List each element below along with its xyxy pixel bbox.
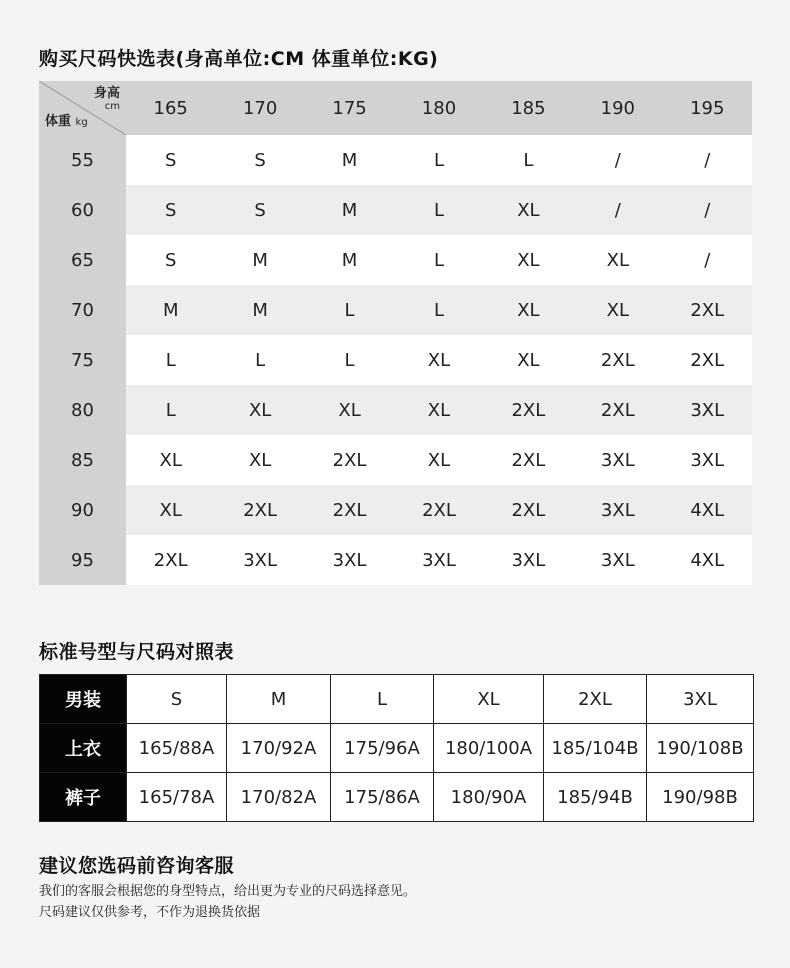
height-header: 170 (215, 81, 304, 135)
weight-cell: 65 (39, 235, 126, 285)
size-cell: XL (394, 385, 483, 435)
table-row (39, 335, 752, 385)
weight-cell: 75 (39, 335, 126, 385)
weight-label: 体重 (45, 114, 72, 129)
table-row (39, 235, 752, 285)
size-cell: 2XL (305, 485, 394, 535)
size-cell: 2XL (573, 335, 662, 385)
size-cell: / (663, 235, 752, 285)
height-unit: cm (104, 101, 120, 112)
size-cell: M (305, 185, 394, 235)
height-header: 180 (394, 81, 483, 135)
height-header-row (39, 81, 752, 135)
size-cell: 3XL (573, 435, 662, 485)
size-cell: XL (484, 285, 573, 335)
reference-cell: 170/82A (227, 773, 331, 822)
size-reference-chart (39, 674, 754, 822)
size-cell: S (126, 135, 215, 185)
reference-chart-title: 标准号型与尺码对照表 (39, 641, 235, 663)
reference-cell: XL (434, 675, 544, 724)
size-cell: L (394, 285, 483, 335)
table-row (40, 675, 754, 724)
size-cell: S (215, 185, 304, 235)
weight-cell: 85 (39, 435, 126, 485)
reference-cell: 175/96A (331, 724, 434, 773)
size-cell: / (573, 185, 662, 235)
size-cell: M (126, 285, 215, 335)
reference-cell: L (331, 675, 434, 724)
size-cell: 4XL (663, 535, 752, 585)
size-cell: L (305, 285, 394, 335)
size-cell: L (484, 135, 573, 185)
reference-cell: 2XL (544, 675, 647, 724)
table-row (40, 724, 754, 773)
size-cell: L (394, 235, 483, 285)
size-cell: L (215, 335, 304, 385)
size-cell: S (126, 185, 215, 235)
reference-cell: S (127, 675, 227, 724)
height-header: 185 (484, 81, 573, 135)
size-cell: M (215, 235, 304, 285)
size-cell: L (305, 335, 394, 385)
size-cell: 4XL (663, 485, 752, 535)
size-cell: 3XL (573, 485, 662, 535)
table-row (39, 435, 752, 485)
size-cell: L (394, 135, 483, 185)
size-cell: S (126, 235, 215, 285)
size-cell: XL (484, 335, 573, 385)
size-cell: XL (215, 385, 304, 435)
size-cell: 2XL (663, 335, 752, 385)
row-label: 裤子 (40, 773, 127, 822)
size-cell: M (215, 285, 304, 335)
size-cell: 2XL (573, 385, 662, 435)
table-row (40, 773, 754, 822)
reference-cell: 190/108B (647, 724, 754, 773)
size-cell: 3XL (663, 435, 752, 485)
height-header: 195 (663, 81, 752, 135)
row-label: 男装 (40, 675, 127, 724)
weight-cell: 55 (39, 135, 126, 185)
size-cell: 2XL (215, 485, 304, 535)
size-cell: XL (305, 385, 394, 435)
reference-cell: 175/86A (331, 773, 434, 822)
corner-height-label (94, 87, 120, 112)
size-cell: XL (573, 235, 662, 285)
quick-chart-title: 购买尺码快选表(身高单位:CM 体重单位:KG) (39, 48, 439, 70)
size-cell: XL (484, 185, 573, 235)
size-cell: M (305, 135, 394, 185)
size-cell: 3XL (663, 385, 752, 435)
weight-cell: 95 (39, 535, 126, 585)
table-row (39, 135, 752, 185)
size-cell: L (126, 335, 215, 385)
advice-title: 建议您选码前咨询客服 (39, 855, 235, 877)
weight-cell: 70 (39, 285, 126, 335)
size-cell: 3XL (573, 535, 662, 585)
table-corner (39, 81, 126, 135)
size-cell: 2XL (305, 435, 394, 485)
reference-cell: 185/94B (544, 773, 647, 822)
height-label: 身高 (93, 86, 120, 101)
row-label: 上衣 (40, 724, 127, 773)
size-cell: 2XL (663, 285, 752, 335)
weight-cell: 60 (39, 185, 126, 235)
table-row (39, 485, 752, 535)
size-cell: 2XL (394, 485, 483, 535)
size-cell: 3XL (484, 535, 573, 585)
height-header: 165 (126, 81, 215, 135)
size-cell: / (663, 135, 752, 185)
size-cell: M (305, 235, 394, 285)
size-cell: / (663, 185, 752, 235)
size-cell: L (394, 185, 483, 235)
reference-cell: 170/92A (227, 724, 331, 773)
size-cell: 2XL (126, 535, 215, 585)
size-cell: XL (126, 435, 215, 485)
reference-cell: 165/78A (127, 773, 227, 822)
table-row (39, 385, 752, 435)
size-cell: 2XL (484, 385, 573, 435)
size-cell: / (573, 135, 662, 185)
table-row (39, 285, 752, 335)
size-cell: XL (126, 485, 215, 535)
size-cell: XL (394, 335, 483, 385)
weight-unit: kg (75, 117, 88, 128)
size-cell: 2XL (484, 485, 573, 535)
advice-line: 尺码建议仅供参考，不作为退换货依据 (39, 905, 261, 920)
weight-cell: 90 (39, 485, 126, 535)
reference-cell: M (227, 675, 331, 724)
table-row (39, 185, 752, 235)
size-cell: XL (573, 285, 662, 335)
height-header: 190 (573, 81, 662, 135)
size-cell: 3XL (394, 535, 483, 585)
size-cell: XL (215, 435, 304, 485)
size-cell: 2XL (484, 435, 573, 485)
reference-cell: 180/100A (434, 724, 544, 773)
size-cell: XL (484, 235, 573, 285)
size-cell: 3XL (305, 535, 394, 585)
size-quick-chart (39, 81, 752, 585)
reference-cell: 190/98B (647, 773, 754, 822)
advice-line: 我们的客服会根据您的身型特点，给出更为专业的尺码选择意见。 (39, 884, 417, 899)
size-cell: XL (394, 435, 483, 485)
size-cell: L (126, 385, 215, 435)
height-header: 175 (305, 81, 394, 135)
table-row (39, 535, 752, 585)
reference-cell: 185/104B (544, 724, 647, 773)
size-cell: S (215, 135, 304, 185)
weight-cell: 80 (39, 385, 126, 435)
size-cell: 3XL (215, 535, 304, 585)
reference-cell: 3XL (647, 675, 754, 724)
corner-weight-label (45, 110, 88, 129)
reference-cell: 165/88A (127, 724, 227, 773)
reference-cell: 180/90A (434, 773, 544, 822)
